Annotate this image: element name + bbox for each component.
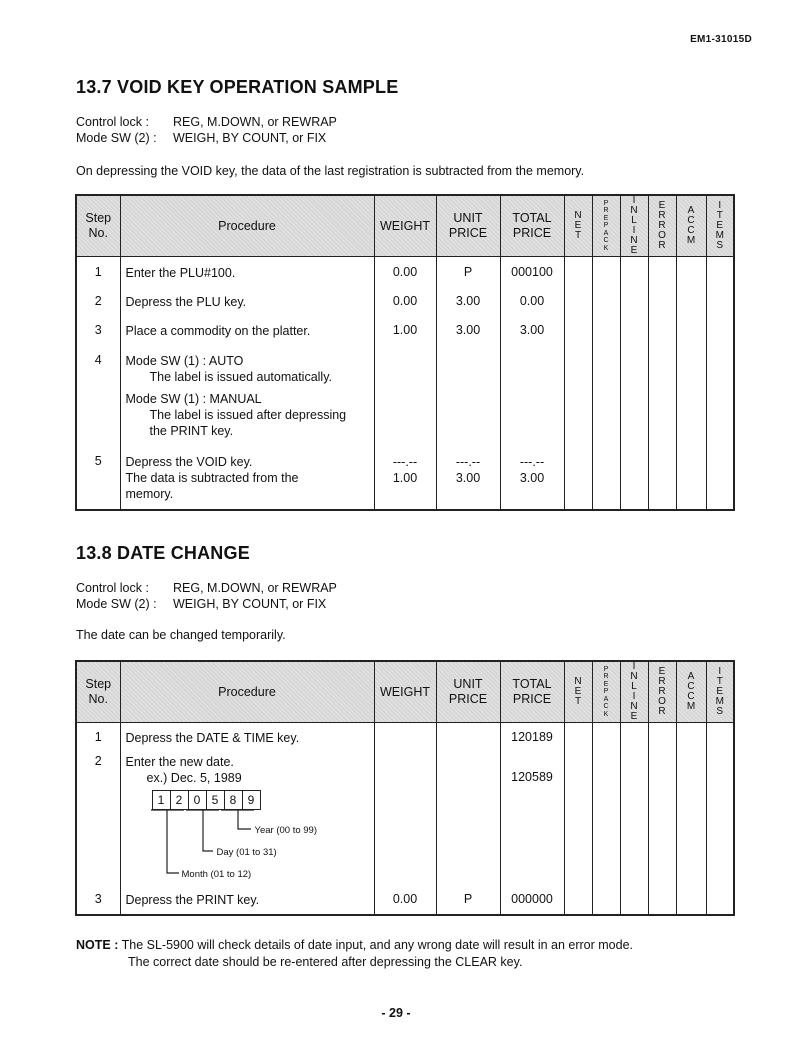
indicator-letter: N [630, 671, 638, 682]
indicator-letter: R [658, 210, 666, 221]
mode-sw-line [76, 596, 326, 612]
indicator-letter: E [630, 711, 638, 722]
control-lock-label: Control lock : [76, 581, 149, 595]
indicator-letter: C [603, 237, 609, 245]
indicator-letter: P [603, 199, 609, 207]
procedure-text: Enter the PLU#100. [120, 257, 374, 287]
items-indicator-header [706, 195, 734, 257]
indicator-letter: T [574, 230, 582, 241]
unit-price-value: ---.-- 3.00 [436, 450, 500, 510]
table-row [76, 317, 734, 347]
indicator-letter: S [716, 706, 724, 717]
indicator-letter: I [718, 200, 722, 211]
indicator-letter: E [574, 686, 582, 697]
note-label: NOTE : [76, 938, 119, 952]
mode-sw-label: Mode SW (2) : [76, 597, 157, 611]
mode-sw-value: WEIGH, BY COUNT, or FIX [173, 131, 327, 145]
indicator-letter: R [658, 676, 666, 687]
control-lock-line [76, 114, 337, 130]
indicator-letter: C [603, 703, 609, 711]
year-range-label: Year (00 to 99) [254, 824, 317, 836]
total-price-value: 000100 [500, 257, 564, 287]
indicator-letter: E [658, 200, 666, 211]
step-number: 4 [76, 347, 120, 450]
indicator-letters [677, 206, 706, 246]
indicator-letter: N [630, 235, 638, 246]
note-line-1: The SL-5900 will check details of date input, and any wrong date will result in an error mode. [121, 938, 633, 952]
total-price-value: ---.-- 3.00 [500, 450, 564, 510]
mode-sw-value: WEIGH, BY COUNT, or FIX [173, 597, 327, 611]
indicator-letter: R [658, 706, 666, 717]
mode-sw-label: Mode SW (2) : [76, 131, 157, 145]
error-indicator-header [648, 661, 676, 723]
date-change-table [75, 660, 735, 916]
indicator-letter: L [631, 215, 637, 226]
total-price-header: TOTAL PRICE [500, 661, 564, 723]
indicator-letters [649, 667, 676, 717]
indicator-letter: I [718, 666, 722, 677]
indicator-letter: E [603, 214, 609, 222]
procedure-text: Depress the PRINT key. [120, 889, 374, 915]
indicator-letters [677, 672, 706, 712]
step-number: 2 [76, 751, 120, 889]
inline-indicator-header [620, 661, 648, 723]
control-lock-line [76, 580, 337, 596]
inline-indicator-header [620, 195, 648, 257]
indicator-letter: I [632, 225, 636, 236]
indicator-letter: A [603, 695, 609, 703]
indicator-letters [649, 201, 676, 251]
indicator-letter: M [686, 235, 696, 246]
indicator-letter: K [603, 710, 609, 718]
indicator-letter: A [687, 671, 695, 682]
indicator-letters [565, 677, 592, 707]
indicator-letter: R [603, 673, 609, 681]
net-indicator-header [564, 195, 592, 257]
indicator-letters [707, 201, 734, 251]
procedure-header: Procedure [120, 195, 374, 257]
step-number: 3 [76, 889, 120, 915]
total-price-header: TOTAL PRICE [500, 195, 564, 257]
note [76, 937, 633, 971]
unit-price-value: P [436, 257, 500, 287]
weight-header: WEIGHT [374, 195, 436, 257]
indicator-letter: E [574, 220, 582, 231]
indicator-letter: K [603, 244, 609, 252]
indicator-letter: O [658, 230, 666, 241]
indicator-letters [565, 211, 592, 241]
date-entry-digits: 1 2 0 5 8 9 [152, 790, 261, 810]
indicator-letter: R [603, 207, 609, 215]
step-number: 3 [76, 317, 120, 347]
indicator-letter: T [574, 696, 582, 707]
indicator-letter: N [574, 210, 582, 221]
document-id: EM1-31015D [690, 34, 752, 45]
indicator-letter: R [658, 240, 666, 251]
section-title-date-change: 13.8 DATE CHANGE [76, 543, 250, 563]
total-price-value: 120189 [500, 723, 564, 751]
control-lock-label: Control lock : [76, 115, 149, 129]
procedure-text: Enter the new date. ex.) Dec. 5, 1989 1 2 0 5 8 9 Year (00 to 99) Day (01 to 31) Month (01 to 12) [120, 751, 374, 889]
indicator-letter: C [687, 225, 695, 236]
step-number: 2 [76, 287, 120, 317]
total-price-value: 000000 [500, 889, 564, 915]
section-description: The date can be changed temporarily. [76, 628, 286, 642]
indicator-letter: E [716, 686, 724, 697]
error-indicator-header [648, 195, 676, 257]
page-number: - 29 - [381, 1006, 411, 1020]
step-number: 1 [76, 257, 120, 287]
indicator-letter: C [687, 215, 695, 226]
section-description: On depressing the VOID key, the data of the last registration is subtracted from the memory. [76, 164, 585, 178]
procedure-text: Place a commodity on the platter. [120, 317, 374, 347]
indicator-letter: E [603, 680, 609, 688]
accm-indicator-header [676, 661, 706, 723]
table-row [76, 450, 734, 510]
indicator-letter: I [632, 195, 636, 206]
accm-indicator-header [676, 195, 706, 257]
table-row [76, 347, 734, 450]
items-indicator-header [706, 661, 734, 723]
indicator-letters [707, 667, 734, 717]
indicator-letter: M [715, 696, 724, 707]
weight-value: 0.00 [374, 287, 436, 317]
indicator-letter: L [631, 681, 637, 692]
indicator-letter: N [574, 676, 582, 687]
indicator-letters [621, 662, 648, 722]
indicator-letter: I [632, 661, 636, 672]
indicator-letter: R [658, 220, 666, 231]
procedure-text: Mode SW (1) : AUTO The label is issued automatically. Mode SW (1) : MANUAL The label is issued after depressing the PRINT key. [120, 347, 374, 450]
month-range-label: Month (01 to 12) [181, 868, 252, 880]
procedure-text: Depress the VOID key. The data is subtracted from the memory. [120, 450, 374, 510]
indicator-letter: S [716, 240, 724, 251]
indicator-letter: C [687, 681, 695, 692]
indicator-letter: T [716, 210, 723, 221]
indicator-letter: M [686, 701, 696, 712]
indicator-letters [593, 666, 620, 719]
indicator-letter: C [687, 691, 695, 702]
control-lock-value: REG, M.DOWN, or REWRAP [173, 115, 337, 129]
table-header-row [76, 195, 734, 257]
table-row [76, 257, 734, 287]
section-title-void-key: 13.7 VOID KEY OPERATION SAMPLE [76, 77, 399, 97]
unit-price-value: 3.00 [436, 317, 500, 347]
note-line-2: The correct date should be re-entered after depressing the CLEAR key. [128, 955, 523, 969]
step-number: 1 [76, 723, 120, 751]
indicator-letters [621, 196, 648, 256]
indicator-letters [593, 200, 620, 253]
weight-value: 1.00 [374, 317, 436, 347]
weight-header: WEIGHT [374, 661, 436, 723]
table-header-row [76, 661, 734, 723]
step-header: Step No. [76, 661, 120, 723]
prepack-indicator-header [592, 661, 620, 723]
indicator-letter: I [632, 691, 636, 702]
indicator-letter: P [603, 688, 609, 696]
unit-price-value: P [436, 889, 500, 915]
step-header: Step No. [76, 195, 120, 257]
prepack-indicator-header [592, 195, 620, 257]
day-range-label: Day (01 to 31) [216, 846, 277, 858]
procedure-text: Depress the PLU key. [120, 287, 374, 317]
indicator-letter: E [658, 666, 666, 677]
total-price-value: 120589 [500, 751, 564, 889]
indicator-letter: M [715, 230, 724, 241]
indicator-letter: T [716, 676, 723, 687]
procedure-text: Depress the DATE & TIME key. [120, 723, 374, 751]
unit-price-header: UNIT PRICE [436, 195, 500, 257]
table-row [76, 889, 734, 915]
table-row [76, 751, 734, 889]
total-price-value: 0.00 [500, 287, 564, 317]
weight-value: 0.00 [374, 257, 436, 287]
indicator-letter: O [658, 696, 666, 707]
indicator-letter: P [603, 222, 609, 230]
total-price-value: 3.00 [500, 317, 564, 347]
mode-sw-line [76, 130, 326, 146]
table-row [76, 723, 734, 751]
weight-value: 0.00 [374, 889, 436, 915]
control-lock-value: REG, M.DOWN, or REWRAP [173, 581, 337, 595]
indicator-letter: A [687, 205, 695, 216]
indicator-letter: N [630, 205, 638, 216]
net-indicator-header [564, 661, 592, 723]
indicator-letter: E [716, 220, 724, 231]
weight-value: ---.-- 1.00 [374, 450, 436, 510]
step-number: 5 [76, 450, 120, 510]
indicator-letter: N [630, 701, 638, 712]
unit-price-value: 3.00 [436, 287, 500, 317]
table-row [76, 287, 734, 317]
unit-price-header: UNIT PRICE [436, 661, 500, 723]
void-key-table [75, 194, 735, 511]
indicator-letter: A [603, 229, 609, 237]
indicator-letter: P [603, 665, 609, 673]
indicator-letter: R [658, 686, 666, 697]
procedure-header: Procedure [120, 661, 374, 723]
indicator-letter: E [630, 245, 638, 256]
